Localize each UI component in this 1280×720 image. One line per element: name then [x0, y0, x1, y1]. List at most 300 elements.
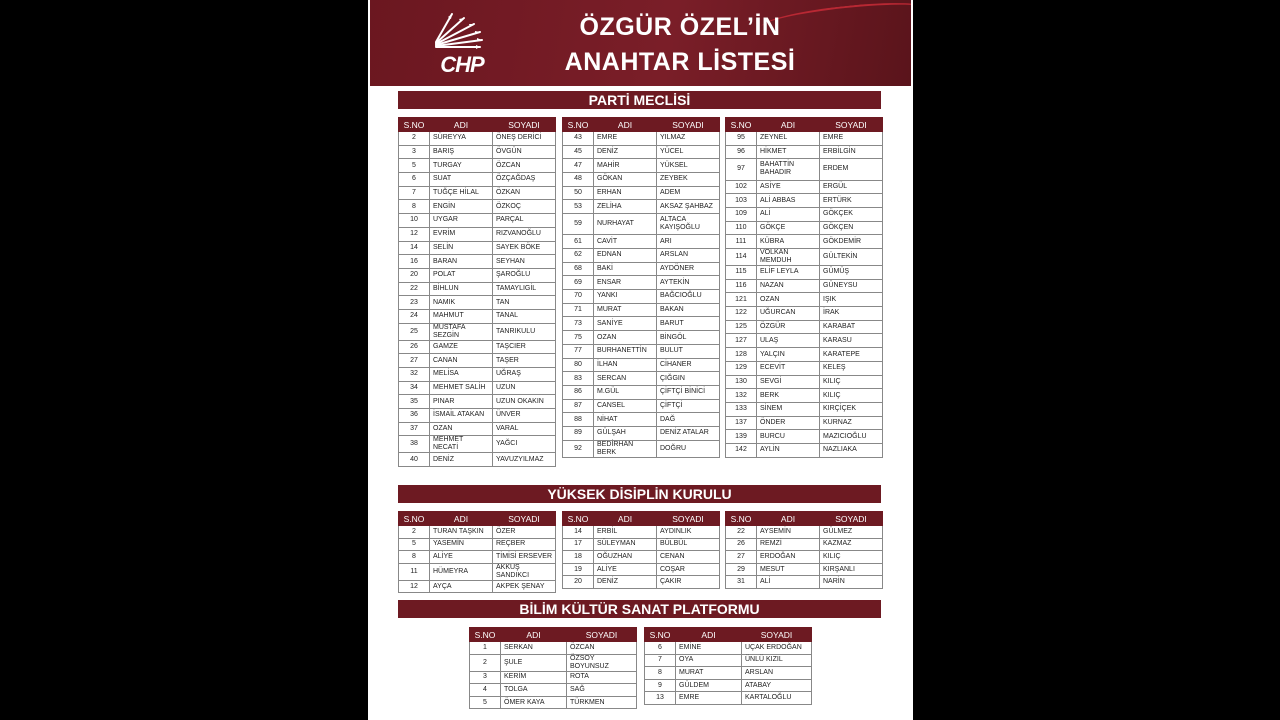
cell-adi: ZELİHA	[594, 200, 657, 214]
cell-sno: 59	[563, 214, 594, 235]
table-row	[399, 268, 556, 282]
table-row	[563, 317, 720, 331]
table-row	[399, 409, 556, 423]
table-row	[563, 262, 720, 276]
cell-sno: 80	[563, 358, 594, 372]
column-header-adi: ADI	[594, 512, 657, 526]
cell-soyadi: TAMAYLIGİL	[493, 282, 556, 296]
cell-soyadi: ARSLAN	[742, 667, 812, 680]
cell-sno: 89	[563, 426, 594, 440]
table-row	[726, 526, 883, 539]
cell-sno: 6	[645, 642, 676, 655]
table-row	[726, 576, 883, 589]
cell-soyadi: DOĞRU	[657, 440, 720, 457]
cell-sno: 116	[726, 279, 757, 293]
cell-adi: AYSEMİN	[757, 526, 820, 539]
cell-sno: 19	[563, 563, 594, 576]
cell-sno: 95	[726, 132, 757, 146]
cell-adi: TURAN TAŞKIN	[430, 526, 493, 539]
cell-adi: ERHAN	[594, 186, 657, 200]
cell-adi: MURAT	[676, 667, 742, 680]
cell-sno: 61	[563, 235, 594, 249]
cell-soyadi: GÜMÜŞ	[820, 266, 883, 280]
cell-soyadi: ÇİFTÇİ BİNİCİ	[657, 385, 720, 399]
cell-soyadi: ŞAROĞLU	[493, 268, 556, 282]
cell-adi: HÜMEYRA	[430, 563, 493, 580]
column-header-sno: S.NO	[563, 118, 594, 132]
cell-sno: 43	[563, 132, 594, 146]
cell-adi: MESUT	[757, 563, 820, 576]
cell-adi: EDNAN	[594, 249, 657, 263]
cell-adi: DENİZ	[594, 145, 657, 159]
cell-adi: ENGİN	[430, 200, 493, 214]
column-header-sno: S.NO	[399, 512, 430, 526]
cell-sno: 73	[563, 317, 594, 331]
table-row	[563, 385, 720, 399]
table-row	[726, 145, 883, 159]
cell-sno: 68	[563, 262, 594, 276]
cell-sno: 127	[726, 334, 757, 348]
table-row	[726, 389, 883, 403]
table-row	[726, 279, 883, 293]
cell-soyadi: COŞAR	[657, 563, 720, 576]
column-header-adi: ADI	[430, 512, 493, 526]
cell-sno: 2	[399, 526, 430, 539]
table-row	[470, 654, 637, 671]
table-row	[563, 413, 720, 427]
cell-adi: ASİYE	[757, 180, 820, 194]
column-header-soyadi: SOYADI	[657, 512, 720, 526]
cell-sno: 7	[645, 654, 676, 667]
column-header-soyadi: SOYADI	[820, 512, 883, 526]
cell-sno: 129	[726, 361, 757, 375]
cell-sno: 23	[399, 296, 430, 310]
cell-adi: ERBİL	[594, 526, 657, 539]
section-title-parti-meclisi: PARTİ MECLİSİ	[398, 91, 881, 109]
column-header-adi: ADI	[594, 118, 657, 132]
cell-adi: ENSAR	[594, 276, 657, 290]
column-header-adi: ADI	[501, 628, 567, 642]
cell-adi: EMRE	[676, 692, 742, 705]
cell-adi: SERCAN	[594, 372, 657, 386]
table-row	[726, 249, 883, 266]
cell-soyadi: AKSAZ ŞAHBAZ	[657, 200, 720, 214]
table-row	[399, 453, 556, 467]
cell-soyadi: KIRŞANLI	[820, 563, 883, 576]
table-row	[399, 354, 556, 368]
table-row	[399, 241, 556, 255]
cell-soyadi: ÇAKIR	[657, 576, 720, 589]
table-row	[399, 551, 556, 564]
cell-soyadi: BAĞCIOĞLU	[657, 290, 720, 304]
cell-adi: BARIŞ	[430, 145, 493, 159]
table-row	[726, 235, 883, 249]
cell-sno: 35	[399, 395, 430, 409]
cell-adi: UĞURCAN	[757, 307, 820, 321]
table-row	[399, 159, 556, 173]
table-row	[399, 200, 556, 214]
table-row	[563, 235, 720, 249]
cell-adi: GÖKÇE	[757, 221, 820, 235]
cell-soyadi: GÖKÇEN	[820, 221, 883, 235]
table-row	[563, 132, 720, 146]
cell-soyadi: ÖZÇAĞDAŞ	[493, 173, 556, 187]
cell-sno: 27	[726, 551, 757, 564]
cell-adi: ALİ	[757, 576, 820, 589]
cell-sno: 97	[726, 159, 757, 180]
column-header-sno: S.NO	[470, 628, 501, 642]
cell-sno: 50	[563, 186, 594, 200]
member-table	[725, 117, 883, 458]
cell-adi: OYA	[676, 654, 742, 667]
cell-soyadi: ÖZCAN	[493, 159, 556, 173]
cell-adi: KERİM	[501, 671, 567, 684]
cell-adi: TUĞÇE HİLAL	[430, 186, 493, 200]
column-header-adi: ADI	[757, 118, 820, 132]
cell-soyadi: ÜNLÜ KIZIL	[742, 654, 812, 667]
cell-adi: CANAN	[430, 354, 493, 368]
cell-soyadi: YÜCEL	[657, 145, 720, 159]
table-row	[399, 227, 556, 241]
cell-soyadi: GÖKÇEK	[820, 207, 883, 221]
table-row	[470, 684, 637, 697]
cell-adi: ÖMER KAYA	[501, 696, 567, 709]
cell-adi: SEVGİ	[757, 375, 820, 389]
cell-sno: 45	[563, 145, 594, 159]
cell-adi: ALİYE	[430, 551, 493, 564]
cell-sno: 125	[726, 320, 757, 334]
table-row	[563, 399, 720, 413]
table-row	[563, 145, 720, 159]
cell-sno: 103	[726, 194, 757, 208]
cell-soyadi: ÖZKOÇ	[493, 200, 556, 214]
title-line-1: ÖZGÜR ÖZEL’İN	[579, 13, 781, 41]
cell-soyadi: REÇBER	[493, 538, 556, 551]
column-header-sno: S.NO	[563, 512, 594, 526]
cell-sno: 7	[399, 186, 430, 200]
cell-soyadi: TANRIKULU	[493, 323, 556, 340]
cell-adi: SERKAN	[501, 642, 567, 655]
cell-adi: OZAN	[757, 293, 820, 307]
cell-adi: BERK	[757, 389, 820, 403]
cell-sno: 5	[399, 159, 430, 173]
cell-soyadi: ARI	[657, 235, 720, 249]
cell-soyadi: ÖZSOY BOYUNSUZ	[567, 654, 637, 671]
cell-sno: 5	[470, 696, 501, 709]
cell-soyadi: ÖNEŞ DERİCİ	[493, 132, 556, 146]
cell-adi: YALÇIN	[757, 348, 820, 362]
cell-adi: DENİZ	[594, 576, 657, 589]
cell-sno: 18	[563, 551, 594, 564]
cell-sno: 70	[563, 290, 594, 304]
table-row	[399, 381, 556, 395]
cell-sno: 14	[399, 241, 430, 255]
cell-soyadi: VARAL	[493, 422, 556, 436]
cell-soyadi: İRAK	[820, 307, 883, 321]
cell-sno: 12	[399, 580, 430, 593]
column-header-soyadi: SOYADI	[567, 628, 637, 642]
cell-sno: 110	[726, 221, 757, 235]
cell-soyadi: ÖVGÜN	[493, 145, 556, 159]
cell-sno: 114	[726, 249, 757, 266]
cell-soyadi: CENAN	[657, 551, 720, 564]
cell-adi: EMRE	[594, 132, 657, 146]
column-header-sno: S.NO	[726, 512, 757, 526]
cell-soyadi: TAN	[493, 296, 556, 310]
cell-sno: 12	[399, 227, 430, 241]
cell-sno: 10	[399, 214, 430, 228]
cell-adi: ALİYE	[594, 563, 657, 576]
cell-soyadi: KILIÇ	[820, 375, 883, 389]
table-row	[399, 282, 556, 296]
cell-adi: ECEVİT	[757, 361, 820, 375]
cell-sno: 27	[399, 354, 430, 368]
cell-adi: BEDİRHAN BERK	[594, 440, 657, 457]
table-row	[563, 173, 720, 187]
cell-adi: NAZAN	[757, 279, 820, 293]
member-table	[562, 511, 720, 589]
cell-sno: 32	[399, 368, 430, 382]
cell-soyadi: DENİZ ATALAR	[657, 426, 720, 440]
cell-sno: 88	[563, 413, 594, 427]
cell-soyadi: SAYEK BÖKE	[493, 241, 556, 255]
cell-sno: 121	[726, 293, 757, 307]
cell-soyadi: KILIÇ	[820, 389, 883, 403]
table-row	[726, 320, 883, 334]
cell-adi: POLAT	[430, 268, 493, 282]
cell-sno: 24	[399, 309, 430, 323]
column-header-adi: ADI	[757, 512, 820, 526]
table-row	[726, 207, 883, 221]
cell-soyadi: ZEYBEK	[657, 173, 720, 187]
cell-sno: 47	[563, 159, 594, 173]
table-row	[399, 145, 556, 159]
cell-adi: ELİF LEYLA	[757, 266, 820, 280]
page-title	[520, 10, 840, 80]
cell-adi: CANSEL	[594, 399, 657, 413]
cell-sno: 83	[563, 372, 594, 386]
cell-sno: 128	[726, 348, 757, 362]
cell-sno: 3	[470, 671, 501, 684]
cell-adi: TURGAY	[430, 159, 493, 173]
cell-sno: 122	[726, 307, 757, 321]
document-page	[368, 0, 913, 720]
cell-sno: 2	[399, 132, 430, 146]
table-row	[726, 361, 883, 375]
table-row	[563, 576, 720, 589]
cell-sno: 16	[399, 255, 430, 269]
cell-adi: YANKI	[594, 290, 657, 304]
cell-adi: SANİYE	[594, 317, 657, 331]
column-header-soyadi: SOYADI	[493, 118, 556, 132]
cell-adi: ZEYNEL	[757, 132, 820, 146]
table-row	[563, 551, 720, 564]
cell-adi: SÜREYYA	[430, 132, 493, 146]
cell-soyadi: EMRE	[820, 132, 883, 146]
cell-adi: M.GÜL	[594, 385, 657, 399]
cell-soyadi: BÜLBÜL	[657, 538, 720, 551]
table-row	[563, 426, 720, 440]
table-row	[726, 159, 883, 180]
cell-sno: 34	[399, 381, 430, 395]
cell-adi: BURHANETTİN	[594, 344, 657, 358]
column-header-soyadi: SOYADI	[493, 512, 556, 526]
cell-adi: ALİ ABBAS	[757, 194, 820, 208]
cell-soyadi: ERGÜL	[820, 180, 883, 194]
table-row	[470, 642, 637, 655]
cell-soyadi: SEYHAN	[493, 255, 556, 269]
cell-sno: 4	[470, 684, 501, 697]
chp-logo	[430, 12, 494, 78]
table-row	[399, 422, 556, 436]
cell-soyadi: YÜKSEL	[657, 159, 720, 173]
cell-sno: 111	[726, 235, 757, 249]
cell-sno: 6	[399, 173, 430, 187]
cell-adi: SİNEM	[757, 402, 820, 416]
cell-adi: SÜLEYMAN	[594, 538, 657, 551]
cell-adi: BAKİ	[594, 262, 657, 276]
cell-soyadi: KELEŞ	[820, 361, 883, 375]
member-table	[469, 627, 637, 709]
cell-soyadi: ERBİLGİN	[820, 145, 883, 159]
table-row	[726, 334, 883, 348]
table-row	[563, 358, 720, 372]
cell-sno: 20	[399, 268, 430, 282]
cell-soyadi: KARABAT	[820, 320, 883, 334]
table-row	[563, 249, 720, 263]
cell-soyadi: AKKUŞ SANDIKCI	[493, 563, 556, 580]
cell-soyadi: CİHANER	[657, 358, 720, 372]
cell-adi: BURCU	[757, 430, 820, 444]
table-row	[399, 132, 556, 146]
cell-adi: OĞUZHAN	[594, 551, 657, 564]
table-row	[726, 266, 883, 280]
table-row	[399, 580, 556, 593]
cell-soyadi: ÇIĞGIN	[657, 372, 720, 386]
cell-sno: 92	[563, 440, 594, 457]
table-row	[726, 180, 883, 194]
cell-adi: VOLKAN MEMDUH	[757, 249, 820, 266]
table-row	[399, 563, 556, 580]
table-row	[645, 692, 812, 705]
column-header-sno: S.NO	[399, 118, 430, 132]
cell-soyadi: ALTACA KAYIŞOĞLU	[657, 214, 720, 235]
cell-adi: ŞULE	[501, 654, 567, 671]
cell-sno: 53	[563, 200, 594, 214]
table-row	[470, 696, 637, 709]
cell-sno: 132	[726, 389, 757, 403]
cell-soyadi: YILMAZ	[657, 132, 720, 146]
cell-soyadi: PARÇAL	[493, 214, 556, 228]
cell-soyadi: BİNGÖL	[657, 331, 720, 345]
cell-soyadi: ÖZER	[493, 526, 556, 539]
cell-sno: 77	[563, 344, 594, 358]
cell-soyadi: TAŞER	[493, 354, 556, 368]
cell-adi: MURAT	[594, 303, 657, 317]
cell-soyadi: AYDINLIK	[657, 526, 720, 539]
table-row	[563, 159, 720, 173]
table-row	[399, 395, 556, 409]
cell-soyadi: NAZLIAKA	[820, 443, 883, 457]
cell-soyadi: TAŞCIER	[493, 340, 556, 354]
table-row	[726, 416, 883, 430]
cell-sno: 29	[726, 563, 757, 576]
table-row	[726, 443, 883, 457]
cell-soyadi: GÜNEYSU	[820, 279, 883, 293]
column-header-soyadi: SOYADI	[742, 628, 812, 642]
cell-soyadi: KIRÇİÇEK	[820, 402, 883, 416]
cell-soyadi: MAZICIOĞLU	[820, 430, 883, 444]
cell-adi: NAMIK	[430, 296, 493, 310]
cell-soyadi: UZUN OKAKIN	[493, 395, 556, 409]
cell-sno: 96	[726, 145, 757, 159]
cell-adi: AYÇA	[430, 580, 493, 593]
cell-sno: 25	[399, 323, 430, 340]
cell-adi: ALİ	[757, 207, 820, 221]
table-row	[563, 526, 720, 539]
cell-soyadi: BARUT	[657, 317, 720, 331]
cell-sno: 8	[645, 667, 676, 680]
cell-adi: DENİZ	[430, 453, 493, 467]
cell-soyadi: BULUT	[657, 344, 720, 358]
table-row	[563, 214, 720, 235]
cell-sno: 87	[563, 399, 594, 413]
cell-sno: 8	[399, 551, 430, 564]
cell-sno: 38	[399, 436, 430, 453]
cell-adi: İSMAİL ATAKAN	[430, 409, 493, 423]
cell-sno: 20	[563, 576, 594, 589]
table-row	[563, 440, 720, 457]
cell-adi: KÜBRA	[757, 235, 820, 249]
cell-adi: GÜLŞAH	[594, 426, 657, 440]
cell-adi: MEHMET SALİH	[430, 381, 493, 395]
cell-soyadi: SAĞ	[567, 684, 637, 697]
table-row	[563, 186, 720, 200]
table-row	[726, 402, 883, 416]
cell-sno: 137	[726, 416, 757, 430]
table-row	[399, 186, 556, 200]
cell-soyadi: ÖZCAN	[567, 642, 637, 655]
cell-adi: REMZİ	[757, 538, 820, 551]
cell-soyadi: DAĞ	[657, 413, 720, 427]
cell-adi: MELİSA	[430, 368, 493, 382]
cell-adi: HİKMET	[757, 145, 820, 159]
cell-sno: 102	[726, 180, 757, 194]
table-row	[726, 430, 883, 444]
cell-adi: BARAN	[430, 255, 493, 269]
table-row	[726, 348, 883, 362]
table-row	[399, 255, 556, 269]
cell-sno: 1	[470, 642, 501, 655]
member-table	[562, 117, 720, 458]
cell-sno: 26	[726, 538, 757, 551]
cell-soyadi: ÖZKAN	[493, 186, 556, 200]
cell-adi: EVRİM	[430, 227, 493, 241]
table-row	[726, 293, 883, 307]
table-row	[563, 276, 720, 290]
column-header-soyadi: SOYADI	[657, 118, 720, 132]
cell-sno: 115	[726, 266, 757, 280]
cell-adi: BİHLUN	[430, 282, 493, 296]
cell-soyadi: ÜNVER	[493, 409, 556, 423]
cell-soyadi: GÖKDEMİR	[820, 235, 883, 249]
table-row	[399, 340, 556, 354]
cell-sno: 62	[563, 249, 594, 263]
cell-soyadi: TÜRKMEN	[567, 696, 637, 709]
table-row	[726, 307, 883, 321]
table-row	[470, 671, 637, 684]
cell-adi: AYLİN	[757, 443, 820, 457]
